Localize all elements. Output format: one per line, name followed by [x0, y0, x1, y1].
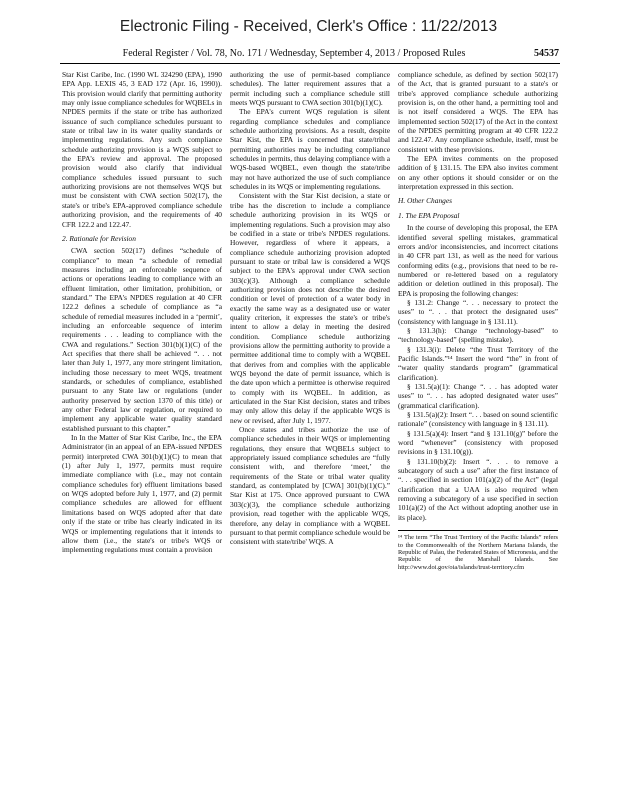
subsection-heading: 1. The EPA Proposal	[398, 210, 460, 220]
section-heading: H. Other Changes	[398, 196, 452, 206]
paragraph: Star Kist Caribe, Inc. (1990 WL 324290 (EPA), 1990 EPA App. LEXIS 45, 3 EAD 172 (Apr. 16, 1990)). This provision would clarify that permitting authority may only issue compliance schedules for WQBELs in NPDES permits if the state or tribe has authorized issuance of such compliance schedules pursuant to state or tribal law in its water quality standards or implementing regulations. Any such compliance schedule authorizing provision is a WQS subject to the EPA's review and approval. The proposed provision would also clarify that individual compliance schedules issued pursuant to such authorizing provisions are not themselves WQS but must be consistent with CWA section 502(17), the state's or tribe's EPA-approved compliance schedule authorizing provision, and the requirements of 40 CFR 122.2 and 122.47.	[62, 70, 222, 229]
column-3	[398, 70, 558, 760]
footnote: ¹⁴ The term “The Trust Territory of the Pacific Islands” refers to the Commonwealth of the Northern Mariana Islands, the Republic of Palau, the Federated States of Micronesia, and the Republic of the Marshall Islands. See http://www.doi.gov/oia/islands/trust-territory.cfm	[398, 534, 558, 571]
footnotes	[398, 530, 558, 571]
page-header	[62, 48, 559, 59]
list-item: § 131.5(a)(2): Insert “. . . based on sound scientific rationale” (consistency with language in § 131.11).	[398, 410, 558, 429]
section-heading: 2. Rationale for Revision	[62, 233, 136, 243]
paragraph: The EPA's current WQS regulation is silent regarding compliance schedules and compliance schedule authorizing provisions. As a result, despite Star Kist, the EPA is concerned that state/tribal permitting authorities may be including compliance schedules in permits, thus delaying compliance with a WQS-based WQBEL, even though the state/tribe may not have authorized the use of such compliance schedules in its WQS or implementing regulations.	[230, 107, 390, 192]
paragraph: authorizing the use of permit-based compliance schedules). The latter requirement assures that a permit including such a compliance schedule still meets WQS pursuant to CWA section 301(b)(1)(C).	[230, 70, 390, 108]
paragraph: In In the Matter of Star Kist Caribe, Inc., the EPA Administrator (in an appeal of an EPA-issued NPDES permit) interpreted CWA 301(b)(1)(C) to mean that (1) after July 1, 1977, permits must require immediate compliance with (i.e., may not contain compliance schedules for) effluent limitations based on WQS adopted before July 1, 1977, and (2) permit compliance schedules are allowed for effluent limitations based on WQS adopted after that date only if the state or tribe has clearly indicated in its WQS or implementing regulations that it intends to allow them (i.e., the state's or tribe's WQS or implementing regulations must contain a provision	[62, 433, 222, 555]
column-2	[230, 70, 390, 760]
paragraph: In the course of developing this proposal, the EPA identified several spelling mistakes, grammatical errors and/or inconsistencies, and incorrect citations in 40 CFR part 131, as well as the need for various conforming edits (e.g., provisions that need to be re-numbered or re-lettered based on a regulatory addition or deletion outlined in this proposal). The EPA is proposing the following changes:	[398, 223, 558, 298]
list-item: § 131.3(i): Delete “the Trust Territory of the Pacific Islands.”¹⁴ Insert the word “the” in front of “water quality standards program” (grammatical clarification).	[398, 344, 558, 382]
list-item: § 131.10(b)(2): Insert “. . . to remove a subcategory of such a use” after the first instance of “. . . specified in section 101(a)(2) of the Act” (legal clarification that a UAA is also required when removing a subcategory of a use specified in section 101(a)(2) of the Act without adopting another use in its place).	[398, 456, 558, 522]
paragraph: Consistent with the Star Kist decision, a state or tribe has the discretion to include a compliance schedule authorizing provision in its WQS or implementing regulations. Such a provision may also be codified in a state or tribe's NPDES regulations. However, regardless of where it appears, a compliance schedule authorizing provision adopted pursuant to state or tribal law is considered a WQS subject to the EPA's approval under CWA section 303(c)(3). Although a compliance schedule authorizing provision does not describe the desired condition or level of protection of a water body in exactly the same way as a designated use or water quality criterion, it expresses the state's or tribe's intent to allow a delay in meeting the desired condition. Compliance schedule authorizing provisions allow the permitting authority to provide a permittee additional time to comply with a WQBEL that derives from and complies with the applicable WQS beyond the date of permit issuance, which is the date upon which a permittee is otherwise required to comply with its WQBEL. In addition, as articulated in the Star Kist decision, states and tribes may only allow this delay if the applicable WQS is new or revised, after July 1, 1977.	[230, 191, 390, 425]
paragraph: The EPA invites comments on the proposed addition of § 131.15. The EPA also invites comment on any other options it should consider or on the interpretation expressed in this section.	[398, 154, 558, 192]
filing-stamp: Electronic Filing - Received, Clerk's Office : 11/22/2013	[119, 18, 498, 35]
list-item: § 131.5(a)(1): Change “. . . has adopted water uses” to “. . . has adopted designated water uses” (grammatical clarification).	[398, 382, 558, 410]
paragraph: compliance schedule, as defined by section 502(17) of the Act, that is granted pursuant to a state's or tribe's approved compliance schedule authorizing provision is, on the other hand, a permitting tool and is not itself considered a WQS. The EPA has implemented section 502(17) of the Act in the context of the NPDES permitting program at 40 CFR 122.2 and 122.47. Any compliance schedule, itself, must be consistent with these provisions.	[398, 70, 558, 154]
header-rule	[60, 63, 560, 64]
paragraph: CWA section 502(17) defines “schedule of compliance” to mean “a schedule of remedial measures including an enforceable sequence of actions or operations leading to compliance with an effluent limitation, other limitation, prohibition, or standard.” The EPA's NPDES regulation at 40 CFR 122.2 defines a schedule of compliance as “a schedule of remedial measures included in a ‘permit’, including an enforceable sequence of interim requirements . . . leading to compliance with the CWA and regulations.” Section 301(b)(1)(C) of the Act specifies that there shall be achieved “. . . not later than July 1, 1977, any more stringent limitation, including those necessary to meet WQS, treatment standards, or schedules of compliance, established pursuant to any State law or regulations (under authority preserved by section 1370 of this title) or any other Federal law or regulation, or required to implement any applicable water quality standard established pursuant to this chapter.”	[62, 246, 222, 433]
header-title: Federal Register / Vol. 78, No. 171 / Wednesday, September 4, 2013 / Proposed Rules	[122, 48, 466, 59]
list-item: § 131.5(a)(4): Insert “and § 131.10(g)” before the word “whenever” (consistency with proposed revisions in § 131.10(g)).	[398, 428, 558, 457]
paragraph: Once states and tribes authorize the use of compliance schedules in their WQS or implementing regulations, they ensure that WQBELs subject to appropriately issued compliance schedules are “fully consistent with, and therefore ‘meet,’ the requirements of the State or tribal water quality standard, as contemplated by [CWA] 301(b)(1)(C).” Star Kist at 175. Once approved pursuant to CWA 303(c)(3), the compliance schedule authorizing provision, read together with the applicable WQS, therefore, any delay in compliance with a WQBEL pursuant to that permit compliance schedule would be consistent with state/tribe' WQS. A	[230, 425, 390, 547]
page-number: 54537	[534, 48, 559, 59]
list-item: § 131.2: Change “. . . necessary to protect the uses” to “. . . that protect the designated uses” (consistency with language in § 131.11).	[398, 297, 558, 326]
list-item: § 131.3(h): Change “technology-based” to “technology-based” (spelling mistake).	[398, 325, 558, 345]
column-1	[62, 70, 222, 760]
